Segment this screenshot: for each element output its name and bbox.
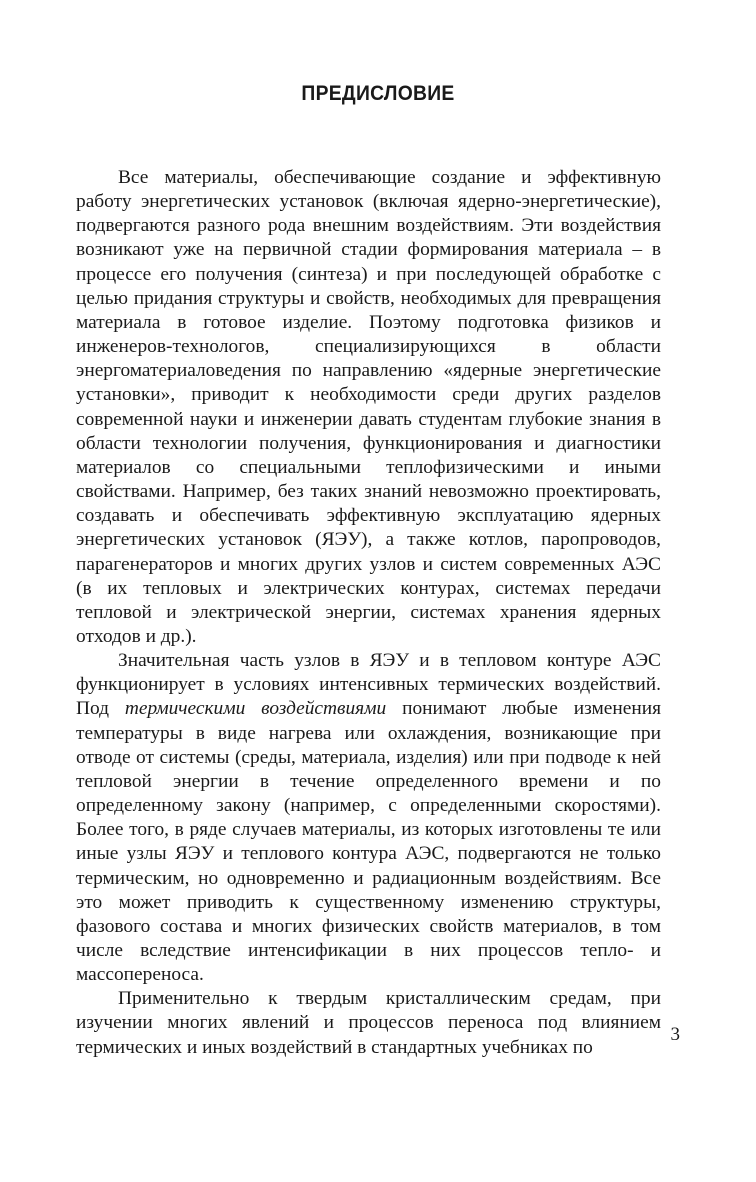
- paragraph-2-text-start: Значительная часть узлов в ЯЭУ и в тепловом контуре АЭС функционирует в условиях интенсивных термических воздействий. Под: [76, 650, 661, 720]
- paragraph-2: [76, 649, 661, 987]
- paragraph-2-italic-term: термическими воздействиями: [124, 698, 387, 720]
- preface-body: [76, 166, 661, 1060]
- page-number: 3: [670, 1024, 680, 1045]
- paragraph-2-text-end: понимают любые изменения температуры в виде нагрева или охлаждения, возникающие при отводе от системы (среды, материала, изделия) или при подводе к ней тепловой энергии в течение определенного времени и по определенному закону (например, с определенными скоростями). Более того, в ряде случаев материалы, из которых изготовлены те или иные узлы ЯЭУ и теплового контура АЭС, подвергаются не только термическим, но одновременно и радиационным воздействиям. Все это может приводить к существенному изменению структуры, фазового состава и многих физических свойств материалов, в том числе вследствие интенсификации в них процессов тепло- и массопереноса.: [76, 698, 662, 986]
- paragraph-1: Все материалы, обеспечивающие создание и эффективную работу энергетических установок (включая ядерно-энергетические), подвергаются разного рода внешним воздействиям. Эти воздействия возникают уже на первичной стадии формирования материала – в процессе его получения (синтеза) и при последующей обработке с целью придания структуры и свойств, необходимых для превращения материала в готовое изделие. Поэтому подготовка физиков и инженеров-технологов, специализирующихся в области энергоматериаловедения по направлению «ядерные энергетические установки», приводит к необходимости среди других разделов современной науки и инженерии давать студентам глубокие знания в области технологии получения, функционирования и диагностики материалов со специальными теплофизическими и иными свойствами. Например, без таких знаний невозможно проектировать, создавать и обеспечивать эффективную эксплуатацию ядерных энергетических установок (ЯЭУ), а также котлов, паропроводов, парагенераторов и многих других узлов и систем современных АЭС (в их тепловых и электрических контурах, системах передачи тепловой и электрической энергии, системах хранения ядерных отходов и др.).: [76, 167, 661, 647]
- page-title: ПРЕДИСЛОВИЕ: [301, 82, 455, 105]
- paragraph-3: Применительно к твердым кристаллическим средам, при изучении многих явлений и процессов переноса под влиянием термических и иных воздействий в стандартных учебниках по: [76, 988, 661, 1058]
